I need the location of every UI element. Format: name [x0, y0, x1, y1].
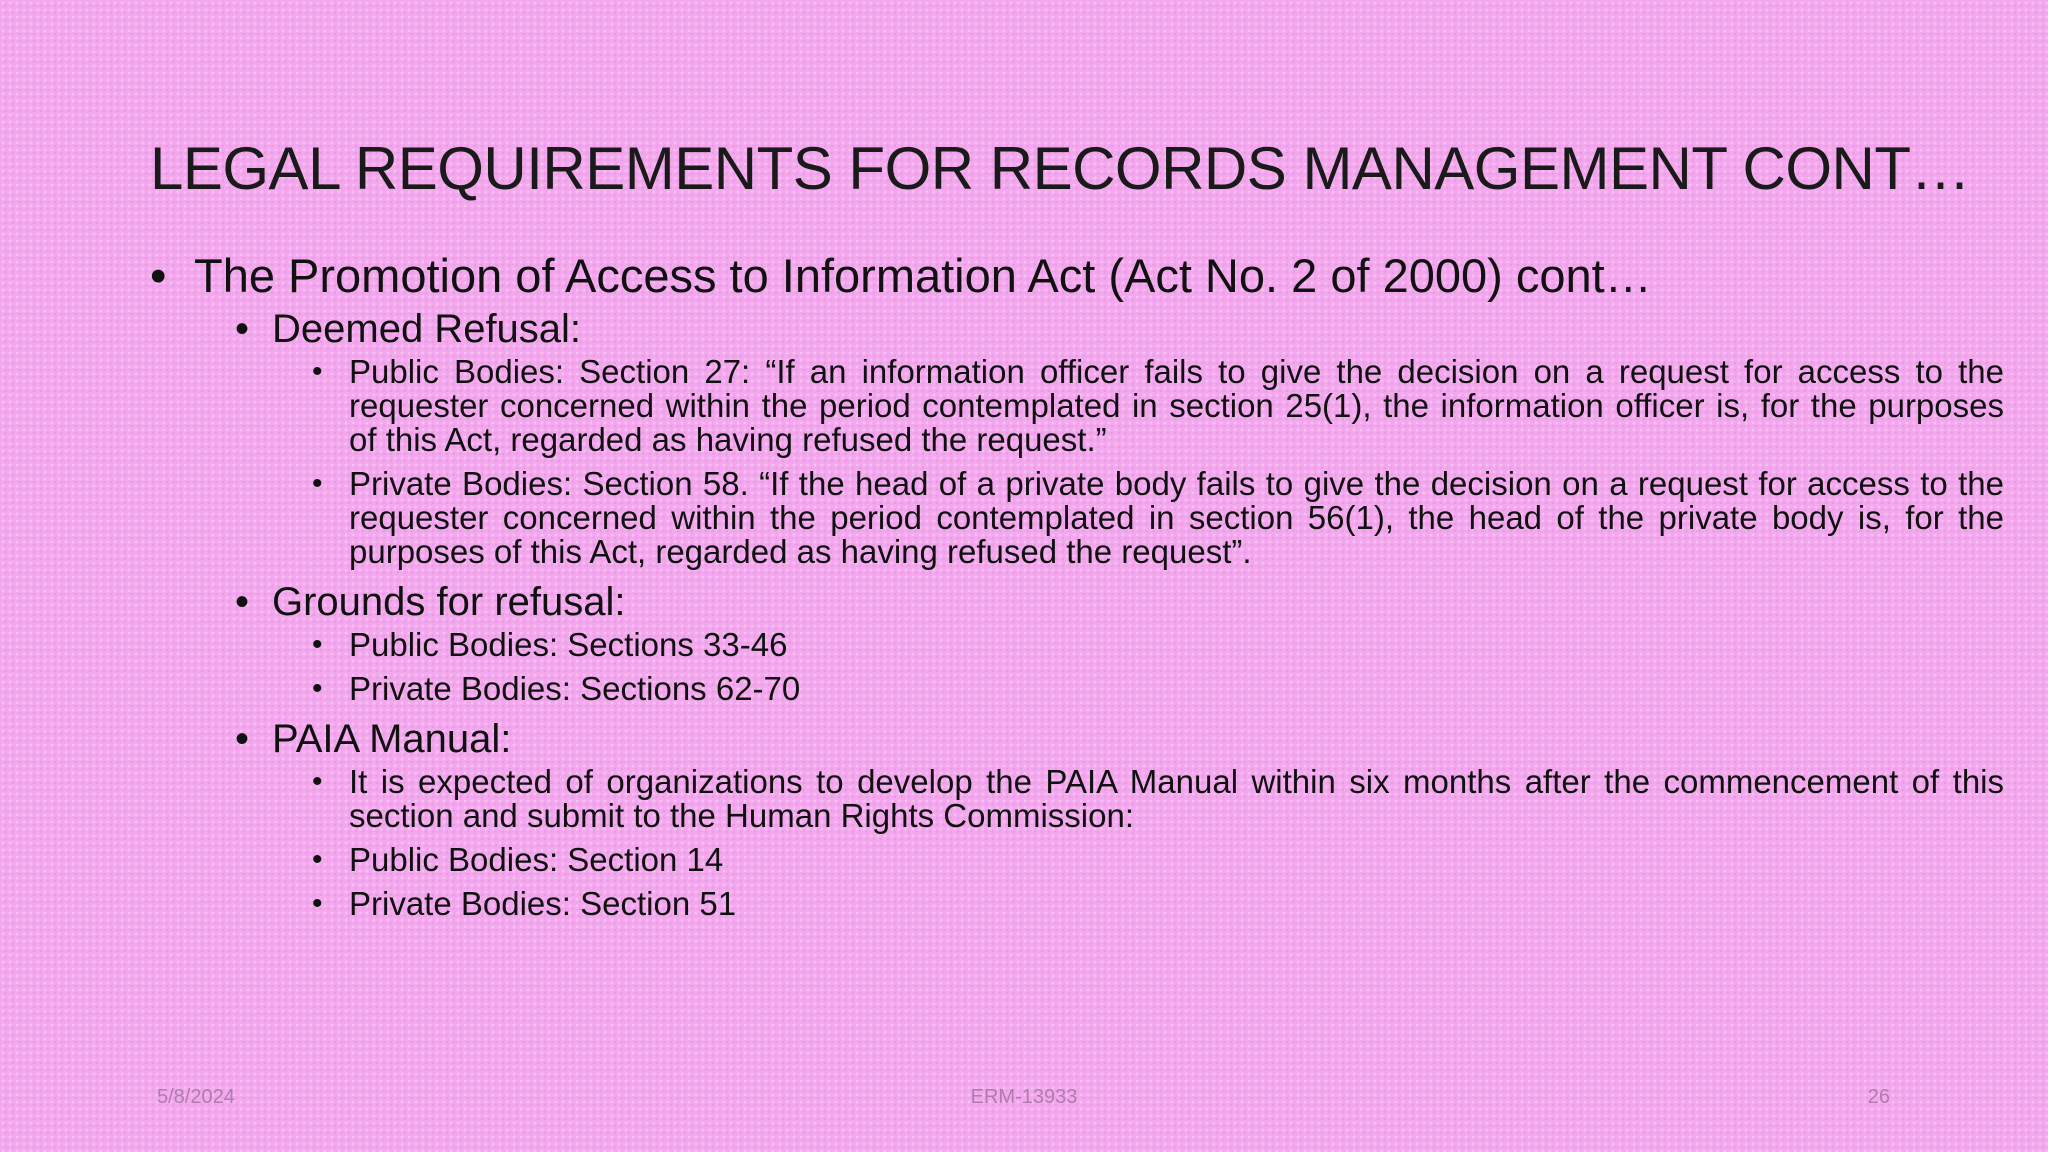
section-heading	[235, 579, 1890, 626]
section-heading	[235, 306, 1890, 353]
list-item-text: Private Bodies: Sections 62-70	[349, 670, 801, 707]
bullet-text: The Promotion of Access to Information Act (Act No. 2 of 2000) cont…	[194, 249, 1652, 302]
list-item	[312, 467, 2004, 569]
section-heading-text: Grounds for refusal:	[272, 580, 626, 624]
list-item-text: Private Bodies: Section 58. “If the head of a private body fails to give the decision on a request for access to the requester concerned within the period contemplated in section 56(1), the head of the private body is, for the purposes of this Act, regarded as having refused the request”.	[349, 465, 2004, 570]
list-item-text: Public Bodies: Section 14	[349, 841, 724, 878]
bullet-icon: •	[312, 843, 323, 876]
bullet-icon: •	[312, 887, 323, 920]
bullet-icon: •	[235, 580, 250, 624]
list-item-text: Public Bodies: Section 27: “If an information officer fails to give the decision on a request for access to the requester concerned within the period contemplated in section 25(1), the information officer is, for the purposes of this Act, regarded as having refused the request.”	[349, 353, 2004, 458]
list-item-text: Private Bodies: Section 51	[349, 885, 737, 922]
bullet-icon: •	[235, 307, 250, 351]
footer-center-text: ERM-13933	[970, 1086, 1078, 1108]
bullet-icon: •	[312, 467, 323, 500]
slide-title: LEGAL REQUIREMENTS FOR RECORDS MANAGEMENT CONT…	[150, 135, 1971, 202]
list-item	[312, 843, 2004, 877]
slide-content	[150, 248, 2004, 931]
slide-number: 26	[1867, 1086, 1890, 1108]
list-item-text: It is expected of organizations to develop the PAIA Manual within six months after the commencement of this section and submit to the Human Rights Commission:	[349, 763, 2004, 834]
bullet-icon: •	[312, 628, 323, 661]
bullet-icon: •	[312, 355, 323, 388]
section-heading	[235, 716, 1890, 763]
bullet-level1	[150, 248, 1890, 304]
bullet-icon: •	[312, 765, 323, 798]
bullet-icon: •	[312, 672, 323, 705]
list-item-text: Public Bodies: Sections 33-46	[349, 626, 788, 663]
list-item	[312, 355, 2004, 457]
section-heading-text: Deemed Refusal:	[272, 307, 582, 351]
bullet-icon: •	[235, 717, 250, 761]
footer-date: 5/8/2024	[157, 1086, 235, 1108]
section-heading-text: PAIA Manual:	[272, 717, 512, 761]
bullet-icon: •	[150, 249, 167, 302]
list-item	[312, 765, 2004, 833]
list-item	[312, 672, 2004, 706]
list-item	[312, 887, 2004, 921]
list-item	[312, 628, 2004, 662]
